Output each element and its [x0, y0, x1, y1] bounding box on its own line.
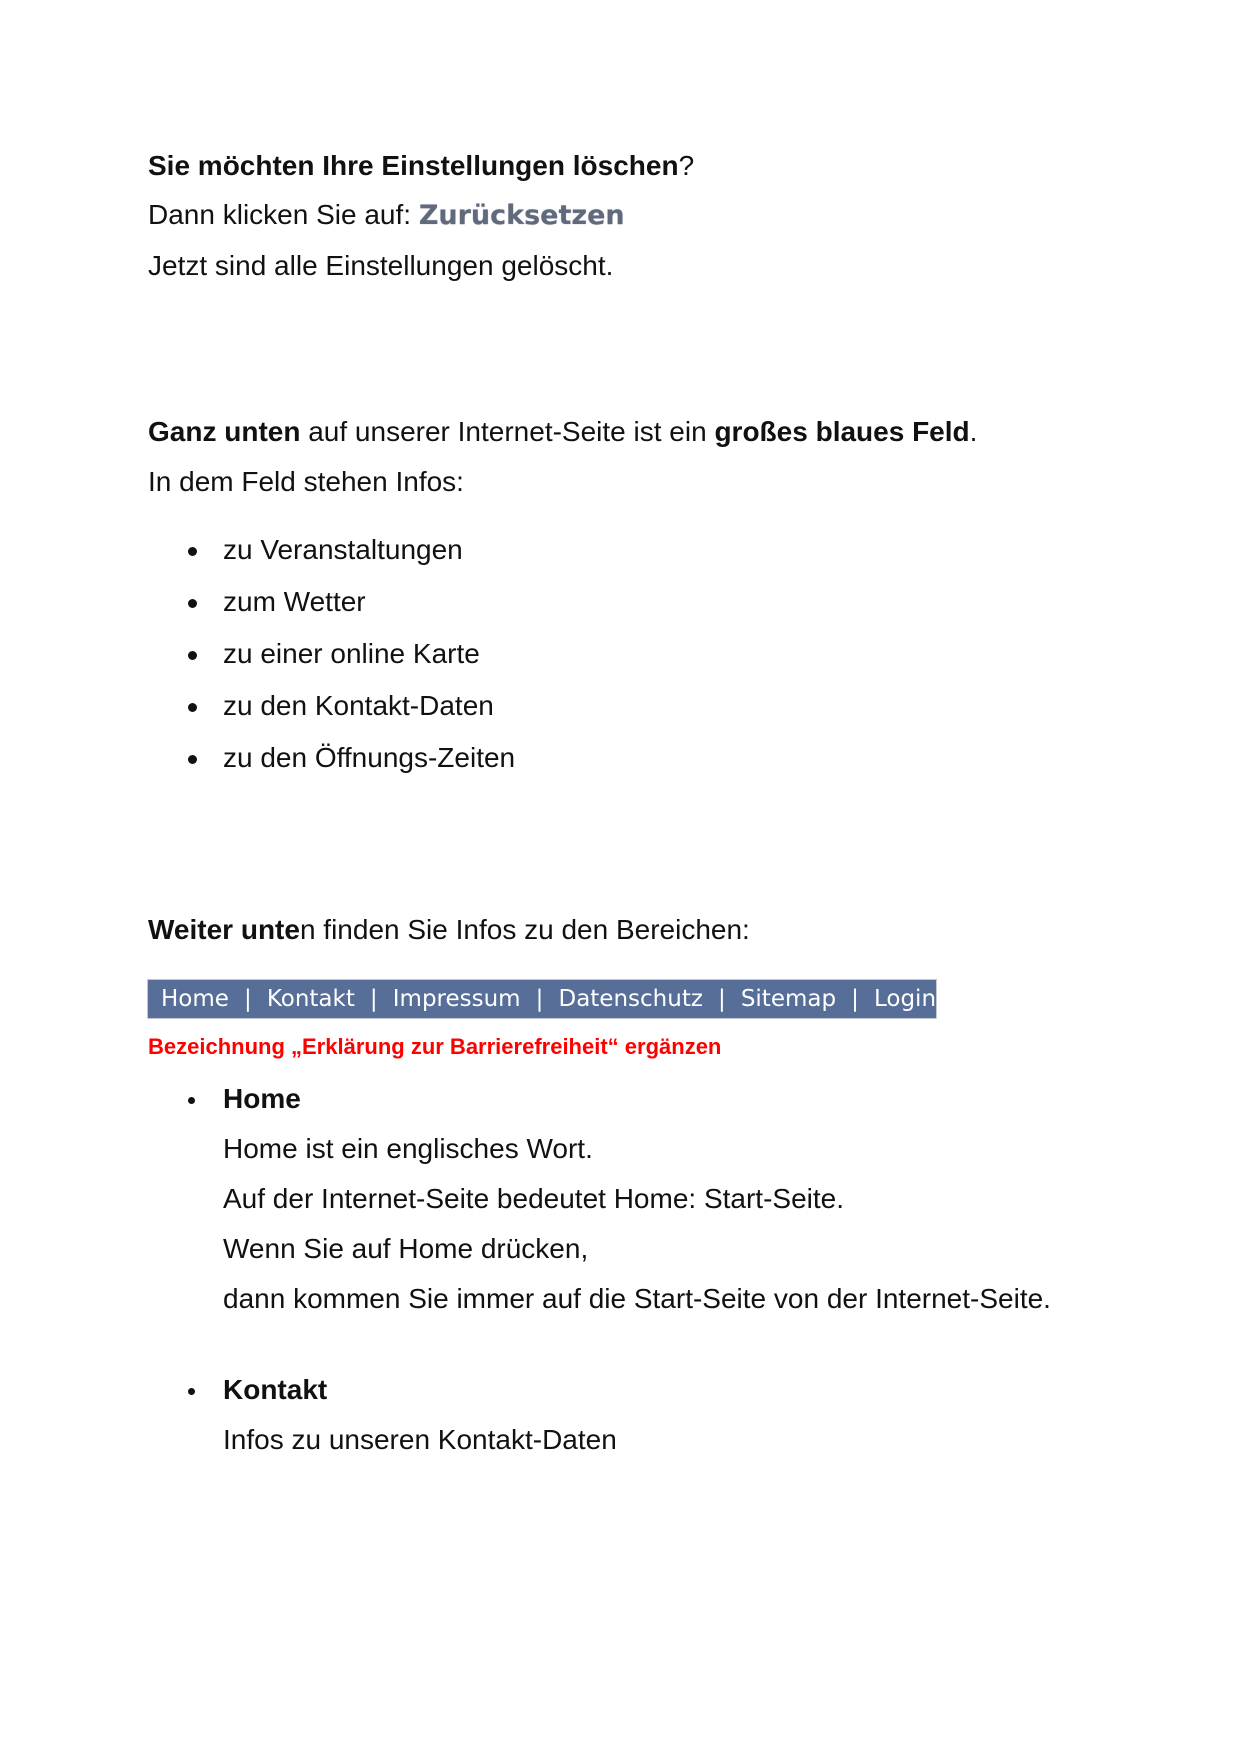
reset-button[interactable]: Zurücksetzen: [418, 200, 625, 231]
footer-intro-bold-a: Ganz unten: [148, 416, 301, 447]
area-item-title-text: Home: [223, 1083, 301, 1114]
nav-separator: |: [369, 986, 378, 1012]
nav-link-datenschutz[interactable]: Datenschutz: [558, 986, 703, 1012]
footer-info-list: [148, 532, 515, 776]
bullet-icon: [188, 703, 197, 712]
area-item-title: [148, 1081, 1051, 1117]
nav-link-home[interactable]: Home: [161, 986, 229, 1012]
area-item-description: [148, 1124, 1051, 1324]
list-item: [148, 584, 515, 620]
footer-intro-mid: auf unserer Internet-Seite ist ein: [300, 416, 715, 447]
areas-intro-rest: n finden Sie Infos zu den Bereichen:: [299, 914, 750, 945]
list-item-text: zu Veranstaltungen: [223, 534, 463, 565]
reset-instruction-prefix: Dann klicken Sie auf:: [148, 199, 419, 230]
description-line: Home ist ein englisches Wort.: [223, 1133, 593, 1164]
nav-link-sitemap[interactable]: Sitemap: [740, 986, 837, 1012]
list-item: [148, 688, 515, 724]
list-item-text: zu den Kontakt-Daten: [223, 690, 494, 721]
list-item-text: zum Wetter: [223, 586, 366, 617]
list-item-text: zu einer online Karte: [223, 638, 480, 669]
reset-heading: [148, 148, 694, 184]
reset-heading-bold: Sie möchten Ihre Einstellungen löschen: [148, 150, 679, 181]
bullet-icon: [188, 651, 197, 660]
reset-confirmation: Jetzt sind alle Einstellungen gelöscht.: [148, 250, 614, 281]
bullet-icon: [188, 755, 197, 764]
reset-heading-tail: ?: [678, 150, 695, 181]
bullet-icon: [188, 1097, 195, 1104]
description-line: Infos zu unseren Kontakt-Daten: [223, 1424, 617, 1455]
area-item-title-text: Kontakt: [223, 1374, 328, 1405]
footer-subintro: In dem Feld stehen Infos:: [148, 466, 464, 497]
nav-separator: |: [717, 986, 726, 1012]
area-item-description: [148, 1415, 617, 1465]
description-line: dann kommen Sie immer auf die Start-Seite von der Internet-Seite.: [223, 1283, 1051, 1314]
nav-separator: |: [535, 986, 544, 1012]
bullet-icon: [188, 547, 197, 556]
description-line: Wenn Sie auf Home drücken,: [223, 1233, 589, 1264]
area-item-title: [148, 1372, 617, 1408]
areas-intro: [148, 912, 750, 948]
bullet-icon: [188, 599, 197, 608]
nav-link-kontakt[interactable]: Kontakt: [266, 986, 355, 1012]
footer-nav-bar: [147, 979, 937, 1019]
reset-instruction: [148, 197, 625, 234]
nav-link-login[interactable]: Login: [873, 986, 937, 1012]
description-line: Auf der Internet-Seite bedeutet Home: Start-Seite.: [223, 1183, 845, 1214]
area-item-home: [148, 1081, 1051, 1324]
editor-note: Bezeichnung „Erklärung zur Barrierefreiheit“ ergänzen: [148, 1034, 722, 1059]
footer-intro: [148, 414, 977, 450]
nav-separator: |: [851, 986, 859, 1012]
areas-intro-bold: Weiter unte: [148, 914, 300, 945]
footer-intro-bold-b: großes blaues Feld: [714, 416, 970, 447]
bullet-icon: [188, 1388, 195, 1395]
nav-separator: |: [243, 986, 252, 1012]
list-item: [148, 740, 515, 776]
area-item-kontakt: [148, 1372, 617, 1465]
list-item: [148, 532, 515, 568]
nav-link-impressum[interactable]: Impressum: [392, 986, 521, 1012]
list-item-text: zu den Öffnungs-Zeiten: [223, 742, 516, 773]
footer-intro-tail: .: [969, 416, 978, 447]
list-item: [148, 636, 515, 672]
